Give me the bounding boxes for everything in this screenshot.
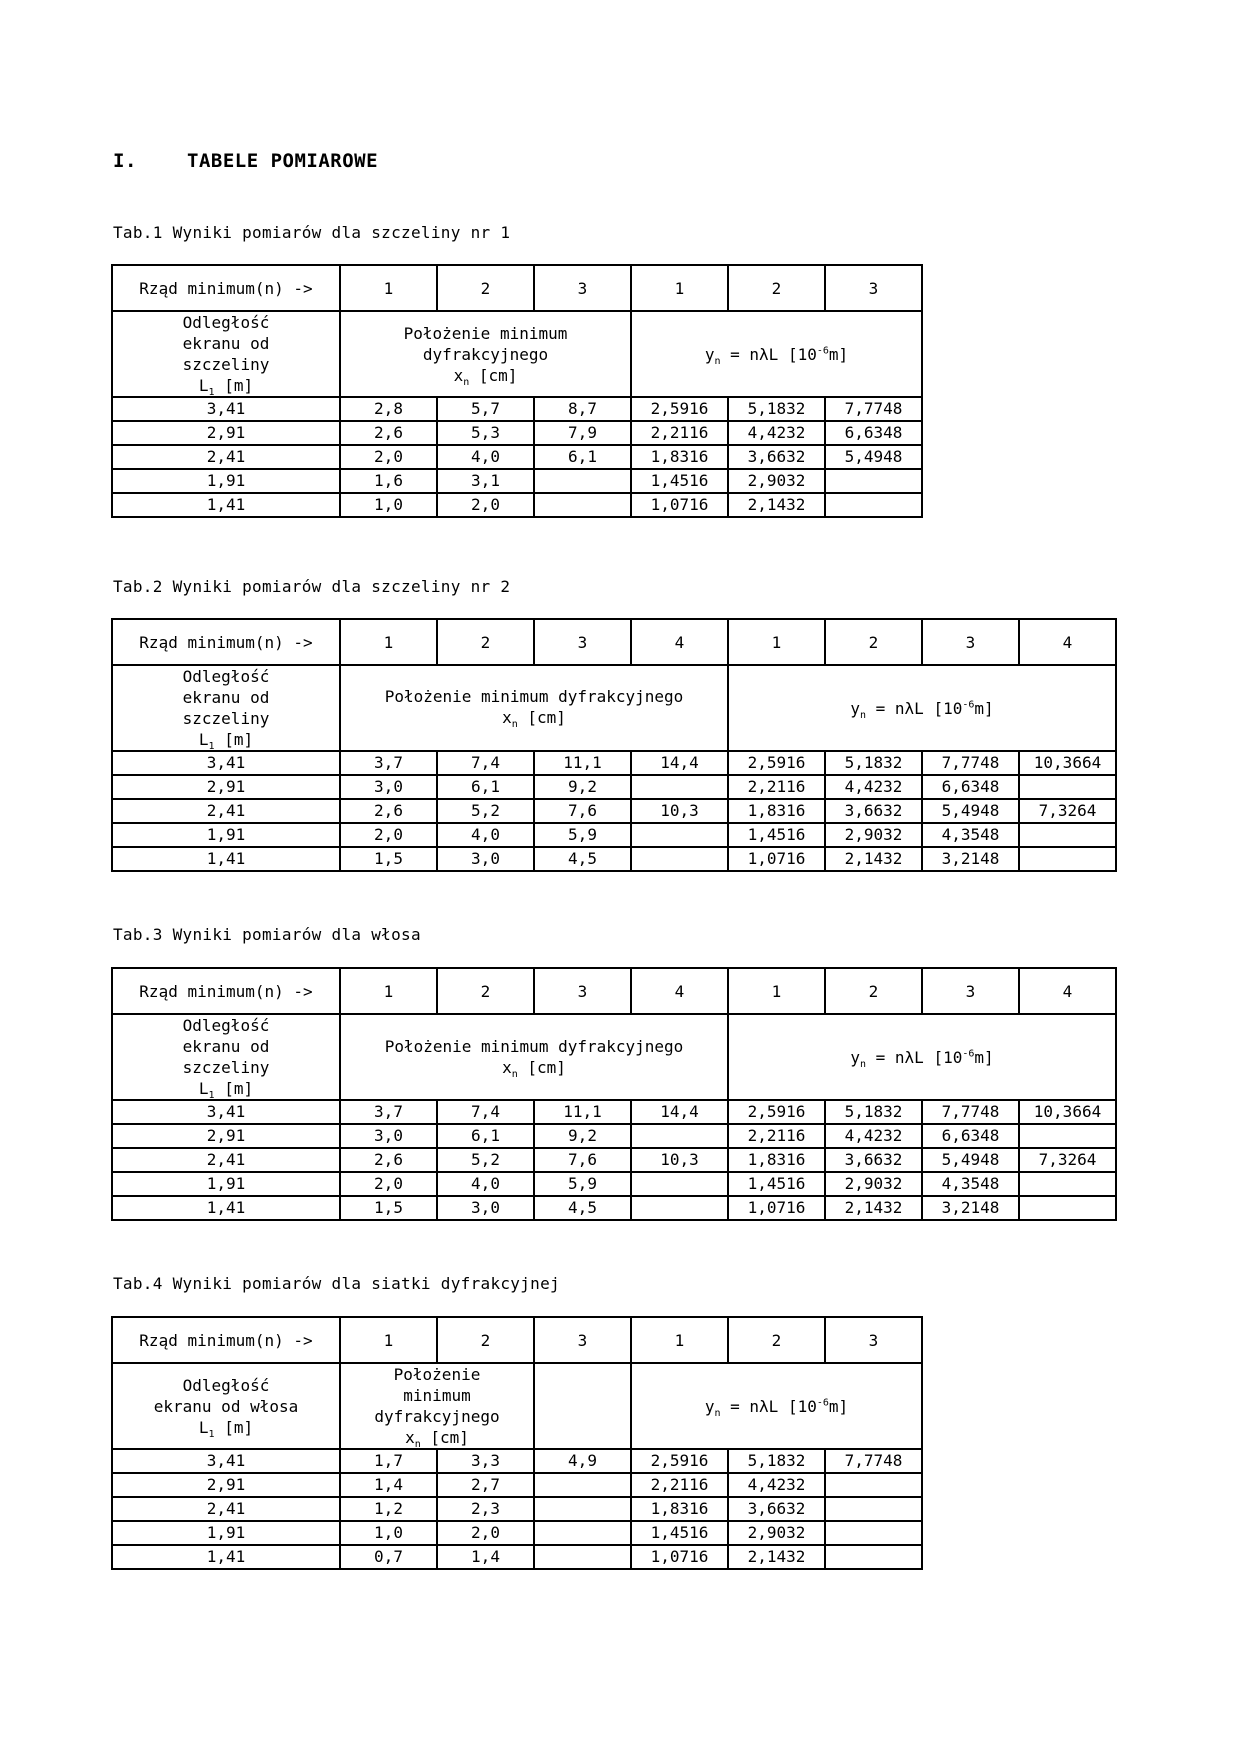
y-value-cell: 5,1832: [728, 1449, 825, 1473]
position-cell: 4,5: [534, 1196, 631, 1220]
y-value-cell: 6,6348: [825, 421, 922, 445]
y-value-cell: 5,4948: [922, 1148, 1019, 1172]
table-row: [112, 1545, 922, 1569]
position-cell: 10,3: [631, 1148, 728, 1172]
y-value-cell: 2,2116: [728, 775, 825, 799]
distance-header-unit: $L_1$ [m]: [198, 1079, 254, 1102]
position-header: [340, 311, 631, 397]
distance-header: [112, 1014, 340, 1100]
distance-cell: 2,41: [112, 445, 340, 469]
order-header: 2: [825, 968, 922, 1014]
y-value-cell: 2,1432: [825, 847, 922, 871]
order-header: 1: [631, 265, 728, 311]
position-cell: 1,5: [340, 1196, 437, 1220]
y-value-cell: 7,7748: [825, 1449, 922, 1473]
order-header: 3: [534, 265, 631, 311]
order-header: 2: [825, 619, 922, 665]
position-cell: [631, 1196, 728, 1220]
distance-header-line: ekranu od: [182, 1037, 270, 1056]
distance-header-line: ekranu od: [182, 334, 270, 353]
y-value-cell: [1019, 1196, 1116, 1220]
distance-cell: 1,41: [112, 1545, 340, 1569]
y-value-cell: 1,8316: [631, 445, 728, 469]
table-2: [111, 618, 1117, 872]
order-header: 1: [340, 1317, 437, 1363]
y-header: $y_n = n\lambda L$ $[10^{-6}m]$: [728, 665, 1116, 751]
y-value-cell: 1,0716: [728, 1196, 825, 1220]
position-cell: [534, 1473, 631, 1497]
position-cell: 14,4: [631, 751, 728, 775]
position-cell: 7,4: [437, 1100, 534, 1124]
position-header-line: dyfrakcyjnego: [374, 1407, 500, 1426]
position-cell: 7,6: [534, 1148, 631, 1172]
table-4: [111, 1316, 923, 1570]
y-value-cell: 7,3264: [1019, 799, 1116, 823]
position-cell: [631, 847, 728, 871]
position-cell: 10,3: [631, 799, 728, 823]
y-value-cell: 1,0716: [631, 1545, 728, 1569]
y-value-cell: 5,1832: [825, 1100, 922, 1124]
position-header-line: Położenie minimum dyfrakcyjnego: [384, 1037, 684, 1056]
y-value-cell: 3,2148: [922, 847, 1019, 871]
position-cell: 3,7: [340, 751, 437, 775]
position-header-unit: $x_n$ [cm]: [502, 708, 566, 731]
order-header: 1: [728, 968, 825, 1014]
position-cell: 5,3: [437, 421, 534, 445]
position-cell: 2,0: [340, 823, 437, 847]
order-header: 3: [922, 619, 1019, 665]
position-header-unit: $x_n$ [cm]: [502, 1058, 566, 1081]
y-value-cell: 4,4232: [728, 421, 825, 445]
y-value-cell: 3,6632: [825, 1148, 922, 1172]
order-header: 4: [631, 968, 728, 1014]
order-label: Rząd minimum(n) ->: [112, 265, 340, 311]
y-value-cell: 2,1432: [728, 1545, 825, 1569]
position-cell: 5,2: [437, 1148, 534, 1172]
empty-header-cell: [534, 1363, 631, 1449]
table-row: [112, 1521, 922, 1545]
y-value-cell: 7,7748: [922, 1100, 1019, 1124]
position-cell: [534, 1545, 631, 1569]
distance-header: [112, 311, 340, 397]
y-value-cell: 3,6632: [825, 799, 922, 823]
y-value-cell: 10,3664: [1019, 1100, 1116, 1124]
position-cell: 2,3: [437, 1497, 534, 1521]
table-3-caption: Tab.3 Wyniki pomiarów dla włosa: [113, 925, 421, 944]
table-row: [112, 751, 1116, 775]
position-cell: 3,0: [437, 1196, 534, 1220]
position-cell: 6,1: [534, 445, 631, 469]
order-header: 2: [437, 1317, 534, 1363]
position-cell: 3,1: [437, 469, 534, 493]
y-value-cell: 1,4516: [728, 823, 825, 847]
order-header: 4: [1019, 968, 1116, 1014]
position-cell: 2,6: [340, 421, 437, 445]
table-row: [112, 1124, 1116, 1148]
position-cell: 2,0: [340, 445, 437, 469]
table-row: [112, 1196, 1116, 1220]
y-value-cell: 6,6348: [922, 775, 1019, 799]
position-cell: 3,3: [437, 1449, 534, 1473]
table-row: [112, 1100, 1116, 1124]
position-header-unit: $x_n$ [cm]: [453, 365, 518, 388]
y-value-cell: [1019, 1124, 1116, 1148]
position-cell: 1,0: [340, 493, 437, 517]
distance-cell: 3,41: [112, 751, 340, 775]
position-cell: 9,2: [534, 1124, 631, 1148]
position-cell: 6,1: [437, 775, 534, 799]
position-cell: 4,0: [437, 823, 534, 847]
table-row: [112, 1497, 922, 1521]
position-cell: [631, 1172, 728, 1196]
y-value-cell: 4,4232: [825, 775, 922, 799]
position-cell: 14,4: [631, 1100, 728, 1124]
y-header: $y_n = n\lambda L$ $[10^{-6}m]$: [728, 1014, 1116, 1100]
y-value-cell: 5,1832: [825, 751, 922, 775]
position-cell: 1,2: [340, 1497, 437, 1521]
position-header-line: Położenie minimum: [403, 323, 568, 343]
position-cell: 2,6: [340, 799, 437, 823]
order-header: 3: [534, 619, 631, 665]
y-value-cell: 2,5916: [631, 397, 728, 421]
table-row: [112, 445, 922, 469]
position-cell: 2,8: [340, 397, 437, 421]
y-value-cell: 1,0716: [631, 493, 728, 517]
section-heading: [113, 150, 378, 172]
y-value-cell: 3,2148: [922, 1196, 1019, 1220]
y-value-cell: 5,4948: [825, 445, 922, 469]
table-row: [112, 493, 922, 517]
position-cell: 4,5: [534, 847, 631, 871]
distance-header: [112, 665, 340, 751]
position-cell: 1,5: [340, 847, 437, 871]
y-value-cell: 4,3548: [922, 1172, 1019, 1196]
position-header: [340, 1014, 728, 1100]
y-value-cell: [1019, 1172, 1116, 1196]
y-value-cell: 1,8316: [728, 1148, 825, 1172]
y-value-cell: 2,9032: [825, 823, 922, 847]
y-value-cell: [1019, 823, 1116, 847]
order-header: 2: [728, 1317, 825, 1363]
distance-cell: 2,91: [112, 1473, 340, 1497]
position-cell: [631, 823, 728, 847]
table-row: [112, 1473, 922, 1497]
order-header: 2: [728, 265, 825, 311]
position-cell: 2,0: [340, 1172, 437, 1196]
distance-cell: 2,41: [112, 1497, 340, 1521]
y-value-cell: 4,3548: [922, 823, 1019, 847]
y-value-cell: 1,8316: [631, 1497, 728, 1521]
position-cell: 3,0: [340, 775, 437, 799]
y-value-cell: 7,7748: [825, 397, 922, 421]
distance-header-line: szczeliny: [182, 709, 270, 728]
position-cell: 2,0: [437, 493, 534, 517]
table-4-caption: Tab.4 Wyniki pomiarów dla siatki dyfrakcyjnej: [113, 1274, 560, 1293]
y-value-cell: 5,1832: [728, 397, 825, 421]
distance-cell: 2,91: [112, 1124, 340, 1148]
order-label: Rząd minimum(n) ->: [112, 619, 340, 665]
position-cell: 1,4: [437, 1545, 534, 1569]
position-cell: 6,1: [437, 1124, 534, 1148]
y-value-cell: 1,8316: [728, 799, 825, 823]
position-cell: 4,9: [534, 1449, 631, 1473]
table-row: [112, 397, 922, 421]
distance-cell: 2,91: [112, 775, 340, 799]
y-value-cell: [1019, 847, 1116, 871]
position-cell: [534, 1497, 631, 1521]
distance-cell: 3,41: [112, 1100, 340, 1124]
position-cell: 7,4: [437, 751, 534, 775]
table-row: [112, 421, 922, 445]
distance-cell: 1,91: [112, 1172, 340, 1196]
y-value-cell: 4,4232: [825, 1124, 922, 1148]
order-header: 3: [825, 265, 922, 311]
position-cell: 1,0: [340, 1521, 437, 1545]
position-header-unit: $x_n$ [cm]: [405, 1428, 469, 1451]
position-cell: 5,9: [534, 1172, 631, 1196]
position-cell: [534, 493, 631, 517]
y-header: $y_n = n\lambda L$ $[10^{-6}m]$: [631, 1363, 922, 1449]
order-header: 4: [631, 619, 728, 665]
y-value-cell: 6,6348: [922, 1124, 1019, 1148]
table-row: [112, 1449, 922, 1473]
table-2-caption: Tab.2 Wyniki pomiarów dla szczeliny nr 2: [113, 577, 511, 596]
y-value-cell: 7,7748: [922, 751, 1019, 775]
distance-header-unit: $L_1$ [m]: [198, 1417, 254, 1440]
distance-cell: 3,41: [112, 397, 340, 421]
order-header: 3: [922, 968, 1019, 1014]
order-header: 3: [825, 1317, 922, 1363]
table-1: [111, 264, 923, 518]
position-header: [340, 665, 728, 751]
distance-cell: 2,91: [112, 421, 340, 445]
position-cell: 2,0: [437, 1521, 534, 1545]
distance-header: [112, 1363, 340, 1449]
table-row: [112, 1172, 1116, 1196]
order-header: 1: [340, 265, 437, 311]
y-value-cell: [825, 1473, 922, 1497]
distance-header-line: Odległość: [182, 1016, 270, 1035]
distance-header-line: szczeliny: [182, 355, 270, 374]
position-cell: 11,1: [534, 751, 631, 775]
position-cell: 9,2: [534, 775, 631, 799]
position-cell: 7,9: [534, 421, 631, 445]
position-cell: 5,9: [534, 823, 631, 847]
section-title: TABELE POMIAROWE: [187, 150, 379, 172]
y-value-cell: 3,6632: [728, 1497, 825, 1521]
position-cell: 8,7: [534, 397, 631, 421]
distance-cell: 1,91: [112, 469, 340, 493]
table-1-caption: Tab.1 Wyniki pomiarów dla szczeliny nr 1: [113, 223, 511, 242]
position-cell: [631, 775, 728, 799]
y-value-cell: 1,4516: [631, 1521, 728, 1545]
table-row: [112, 1148, 1116, 1172]
distance-header-unit: $L_1$ [m]: [198, 730, 254, 753]
distance-cell: 2,41: [112, 799, 340, 823]
position-cell: [534, 469, 631, 493]
y-value-cell: 2,5916: [728, 751, 825, 775]
order-header: 4: [1019, 619, 1116, 665]
table-row: [112, 823, 1116, 847]
y-value-cell: [825, 1545, 922, 1569]
distance-header-line: szczeliny: [182, 1058, 270, 1077]
order-header: 1: [340, 619, 437, 665]
position-cell: 3,0: [340, 1124, 437, 1148]
y-value-cell: 2,2116: [728, 1124, 825, 1148]
y-value-cell: 3,6632: [728, 445, 825, 469]
distance-header-line: ekranu od: [182, 688, 270, 707]
table-row: [112, 847, 1116, 871]
y-value-cell: [825, 469, 922, 493]
y-value-cell: 2,9032: [728, 1521, 825, 1545]
order-header: 1: [631, 1317, 728, 1363]
y-value-cell: 2,2116: [631, 421, 728, 445]
position-cell: 1,6: [340, 469, 437, 493]
y-value-cell: 2,5916: [631, 1449, 728, 1473]
position-header: [340, 1363, 534, 1449]
y-value-cell: 2,9032: [825, 1172, 922, 1196]
table-row: [112, 799, 1116, 823]
y-value-cell: 1,4516: [728, 1172, 825, 1196]
distance-cell: 1,41: [112, 493, 340, 517]
order-header: 2: [437, 265, 534, 311]
distance-cell: 1,91: [112, 1521, 340, 1545]
position-header-line: Położenie: [393, 1365, 481, 1384]
position-cell: 3,7: [340, 1100, 437, 1124]
order-header: 3: [534, 968, 631, 1014]
y-value-cell: 7,3264: [1019, 1148, 1116, 1172]
position-cell: 0,7: [340, 1545, 437, 1569]
order-header: 2: [437, 968, 534, 1014]
order-header: 1: [728, 619, 825, 665]
distance-cell: 1,91: [112, 823, 340, 847]
distance-header-line: Odległość: [182, 1375, 270, 1395]
position-cell: 4,0: [437, 445, 534, 469]
y-value-cell: [825, 493, 922, 517]
position-header-line: minimum: [403, 1386, 471, 1405]
y-value-cell: 1,0716: [728, 847, 825, 871]
y-value-cell: 2,9032: [728, 469, 825, 493]
position-cell: 2,6: [340, 1148, 437, 1172]
position-cell: 11,1: [534, 1100, 631, 1124]
y-value-cell: 4,4232: [728, 1473, 825, 1497]
y-value-cell: [825, 1497, 922, 1521]
order-header: 2: [437, 619, 534, 665]
y-value-cell: [1019, 775, 1116, 799]
position-cell: 3,0: [437, 847, 534, 871]
y-value-cell: 10,3664: [1019, 751, 1116, 775]
order-header: 1: [340, 968, 437, 1014]
table-row: [112, 469, 922, 493]
y-value-cell: 1,4516: [631, 469, 728, 493]
distance-header-unit: $L_1$ [m]: [198, 376, 254, 399]
distance-header-line: Odległość: [182, 313, 270, 332]
table-row: [112, 775, 1116, 799]
position-cell: 4,0: [437, 1172, 534, 1196]
y-value-cell: 2,2116: [631, 1473, 728, 1497]
position-header-line: dyfrakcyjnego: [422, 344, 549, 364]
position-cell: 1,7: [340, 1449, 437, 1473]
position-cell: [631, 1124, 728, 1148]
position-cell: 5,7: [437, 397, 534, 421]
position-cell: 1,4: [340, 1473, 437, 1497]
distance-cell: 1,41: [112, 1196, 340, 1220]
order-label: Rząd minimum(n) ->: [112, 1317, 340, 1363]
order-label: Rząd minimum(n) ->: [112, 968, 340, 1014]
position-cell: 7,6: [534, 799, 631, 823]
position-header-line: Położenie minimum dyfrakcyjnego: [384, 687, 684, 706]
y-header: $y_n = n\lambda L$ $[10^{-6}m]$: [631, 311, 922, 397]
y-value-cell: 2,1432: [825, 1196, 922, 1220]
distance-cell: 2,41: [112, 1148, 340, 1172]
distance-cell: 3,41: [112, 1449, 340, 1473]
section-number: I.: [113, 150, 137, 172]
order-header: 3: [534, 1317, 631, 1363]
y-value-cell: 2,5916: [728, 1100, 825, 1124]
distance-header-line: Odległość: [182, 667, 270, 686]
distance-cell: 1,41: [112, 847, 340, 871]
table-3: [111, 967, 1117, 1221]
y-value-cell: [825, 1521, 922, 1545]
position-cell: [534, 1521, 631, 1545]
y-value-cell: 5,4948: [922, 799, 1019, 823]
distance-header-line: ekranu od włosa: [153, 1396, 299, 1416]
y-value-cell: 2,1432: [728, 493, 825, 517]
position-cell: 5,2: [437, 799, 534, 823]
position-cell: 2,7: [437, 1473, 534, 1497]
